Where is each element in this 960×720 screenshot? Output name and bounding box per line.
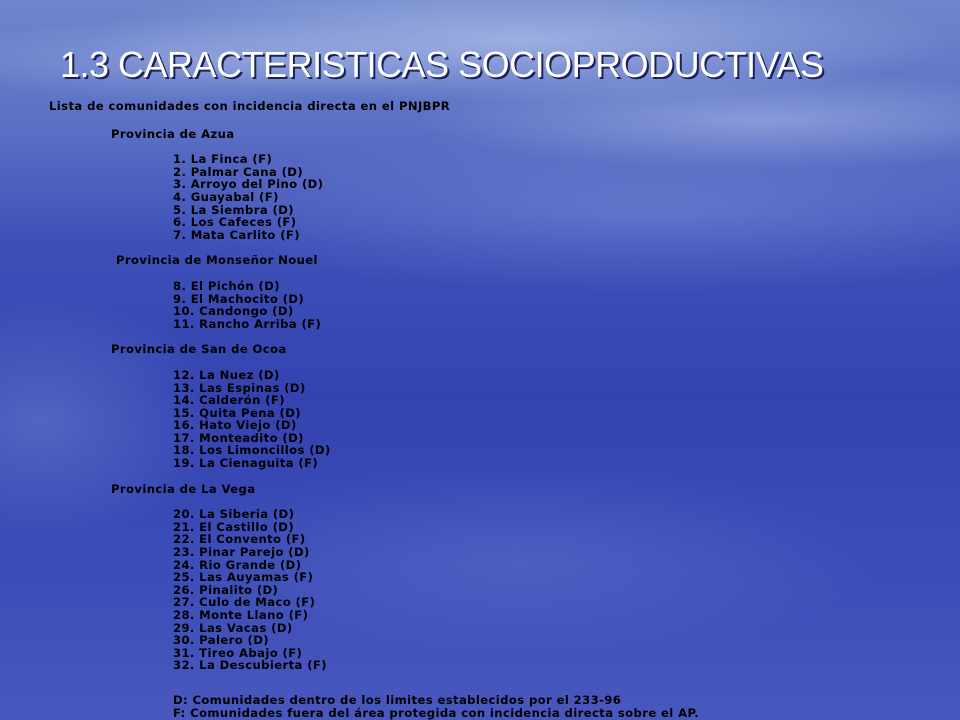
list-item: 12. La Nuez (D) bbox=[173, 367, 280, 382]
province-heading-san-de-ocoa: Provincia de San de Ocoa bbox=[111, 342, 287, 357]
list-item: 2. Palmar Cana (D) bbox=[173, 164, 304, 179]
list-heading: Lista de comunidades con incidencia directa en el PNJBPR bbox=[49, 99, 451, 113]
list-item: 29. Las Vacas (D) bbox=[173, 620, 293, 635]
list-item: 14. Calderón (F) bbox=[173, 393, 285, 408]
list-item: 23. Pinar Parejo (D) bbox=[173, 545, 310, 560]
list-item: 7. Mata Carlito (F) bbox=[173, 227, 300, 242]
province-heading-azua: Provincia de Azua bbox=[111, 126, 235, 141]
list-item: 17. Monteadito (D) bbox=[173, 430, 304, 445]
community-list-azua bbox=[49, 153, 929, 241]
list-item: 1. La Finca (F) bbox=[173, 152, 273, 167]
list-item: 21. El Castillo (D) bbox=[173, 519, 295, 534]
list-item: 9. El Machocito (D) bbox=[173, 291, 305, 306]
spacer bbox=[49, 267, 929, 280]
legend-d: D: Comunidades dentro de los limites establecidos por el 233-96 bbox=[173, 692, 622, 707]
list-item: 3. Arroyo del Pino (D) bbox=[173, 177, 324, 192]
list-item: 5. La Siembra (D) bbox=[173, 202, 294, 217]
list-item: 15. Quita Pena (D) bbox=[173, 405, 301, 420]
community-list-san-de-ocoa bbox=[49, 369, 929, 470]
list-item: 16. Hato Viejo (D) bbox=[173, 418, 297, 433]
province-heading-la-vega: Provincia de La Vega bbox=[111, 481, 256, 496]
list-item: 6. Los Cafeces (F) bbox=[173, 215, 297, 230]
list-item: 27. Culo de Maco (F) bbox=[173, 595, 316, 610]
community-list-monsenor-nouel bbox=[49, 280, 929, 330]
list-item: 28. Monte Llano (F) bbox=[173, 608, 309, 622]
list-item: 20. La Siberia (D) bbox=[173, 507, 295, 522]
list-item: 24. Rio Grande (D) bbox=[173, 557, 302, 572]
list-item: 10. Candongo (D) bbox=[173, 304, 294, 319]
list-item: 13. Las Espinas (D) bbox=[173, 380, 306, 395]
list-item: 22. El Convento (F) bbox=[173, 532, 306, 547]
list-item: 19. La Cienaguita (F) bbox=[173, 456, 319, 471]
list-item: 11. Rancho Arriba (F) bbox=[173, 316, 322, 331]
slide-title: 1.3 CARACTERISTICAS SOCIOPRODUCTIVAS bbox=[60, 44, 824, 85]
community-list bbox=[49, 100, 929, 719]
spacer bbox=[49, 356, 929, 369]
list-item: 18. Los Limoncillos (D) bbox=[173, 443, 331, 458]
community-list-la-vega bbox=[49, 508, 929, 672]
list-item: 8. El Pichón (D) bbox=[173, 278, 280, 293]
list-item: 26. Pinalito (D) bbox=[173, 582, 279, 597]
province-heading-monsenor-nouel: Provincia de Monseñor Nouel bbox=[116, 253, 318, 268]
list-item: 32. La Descubierta (F) bbox=[173, 658, 327, 673]
list-item: 31. Tireo Abajo (F) bbox=[173, 645, 303, 660]
list-item: 30. Palero (D) bbox=[173, 633, 269, 648]
list-item: 4. Guayabal (F) bbox=[173, 189, 279, 204]
legend-f: F: Comunidades fuera del área protegida con incidencia directa sobre el AP. bbox=[173, 705, 700, 720]
legend bbox=[49, 694, 929, 719]
list-item: 25. Las Auyamas (F) bbox=[173, 570, 314, 585]
